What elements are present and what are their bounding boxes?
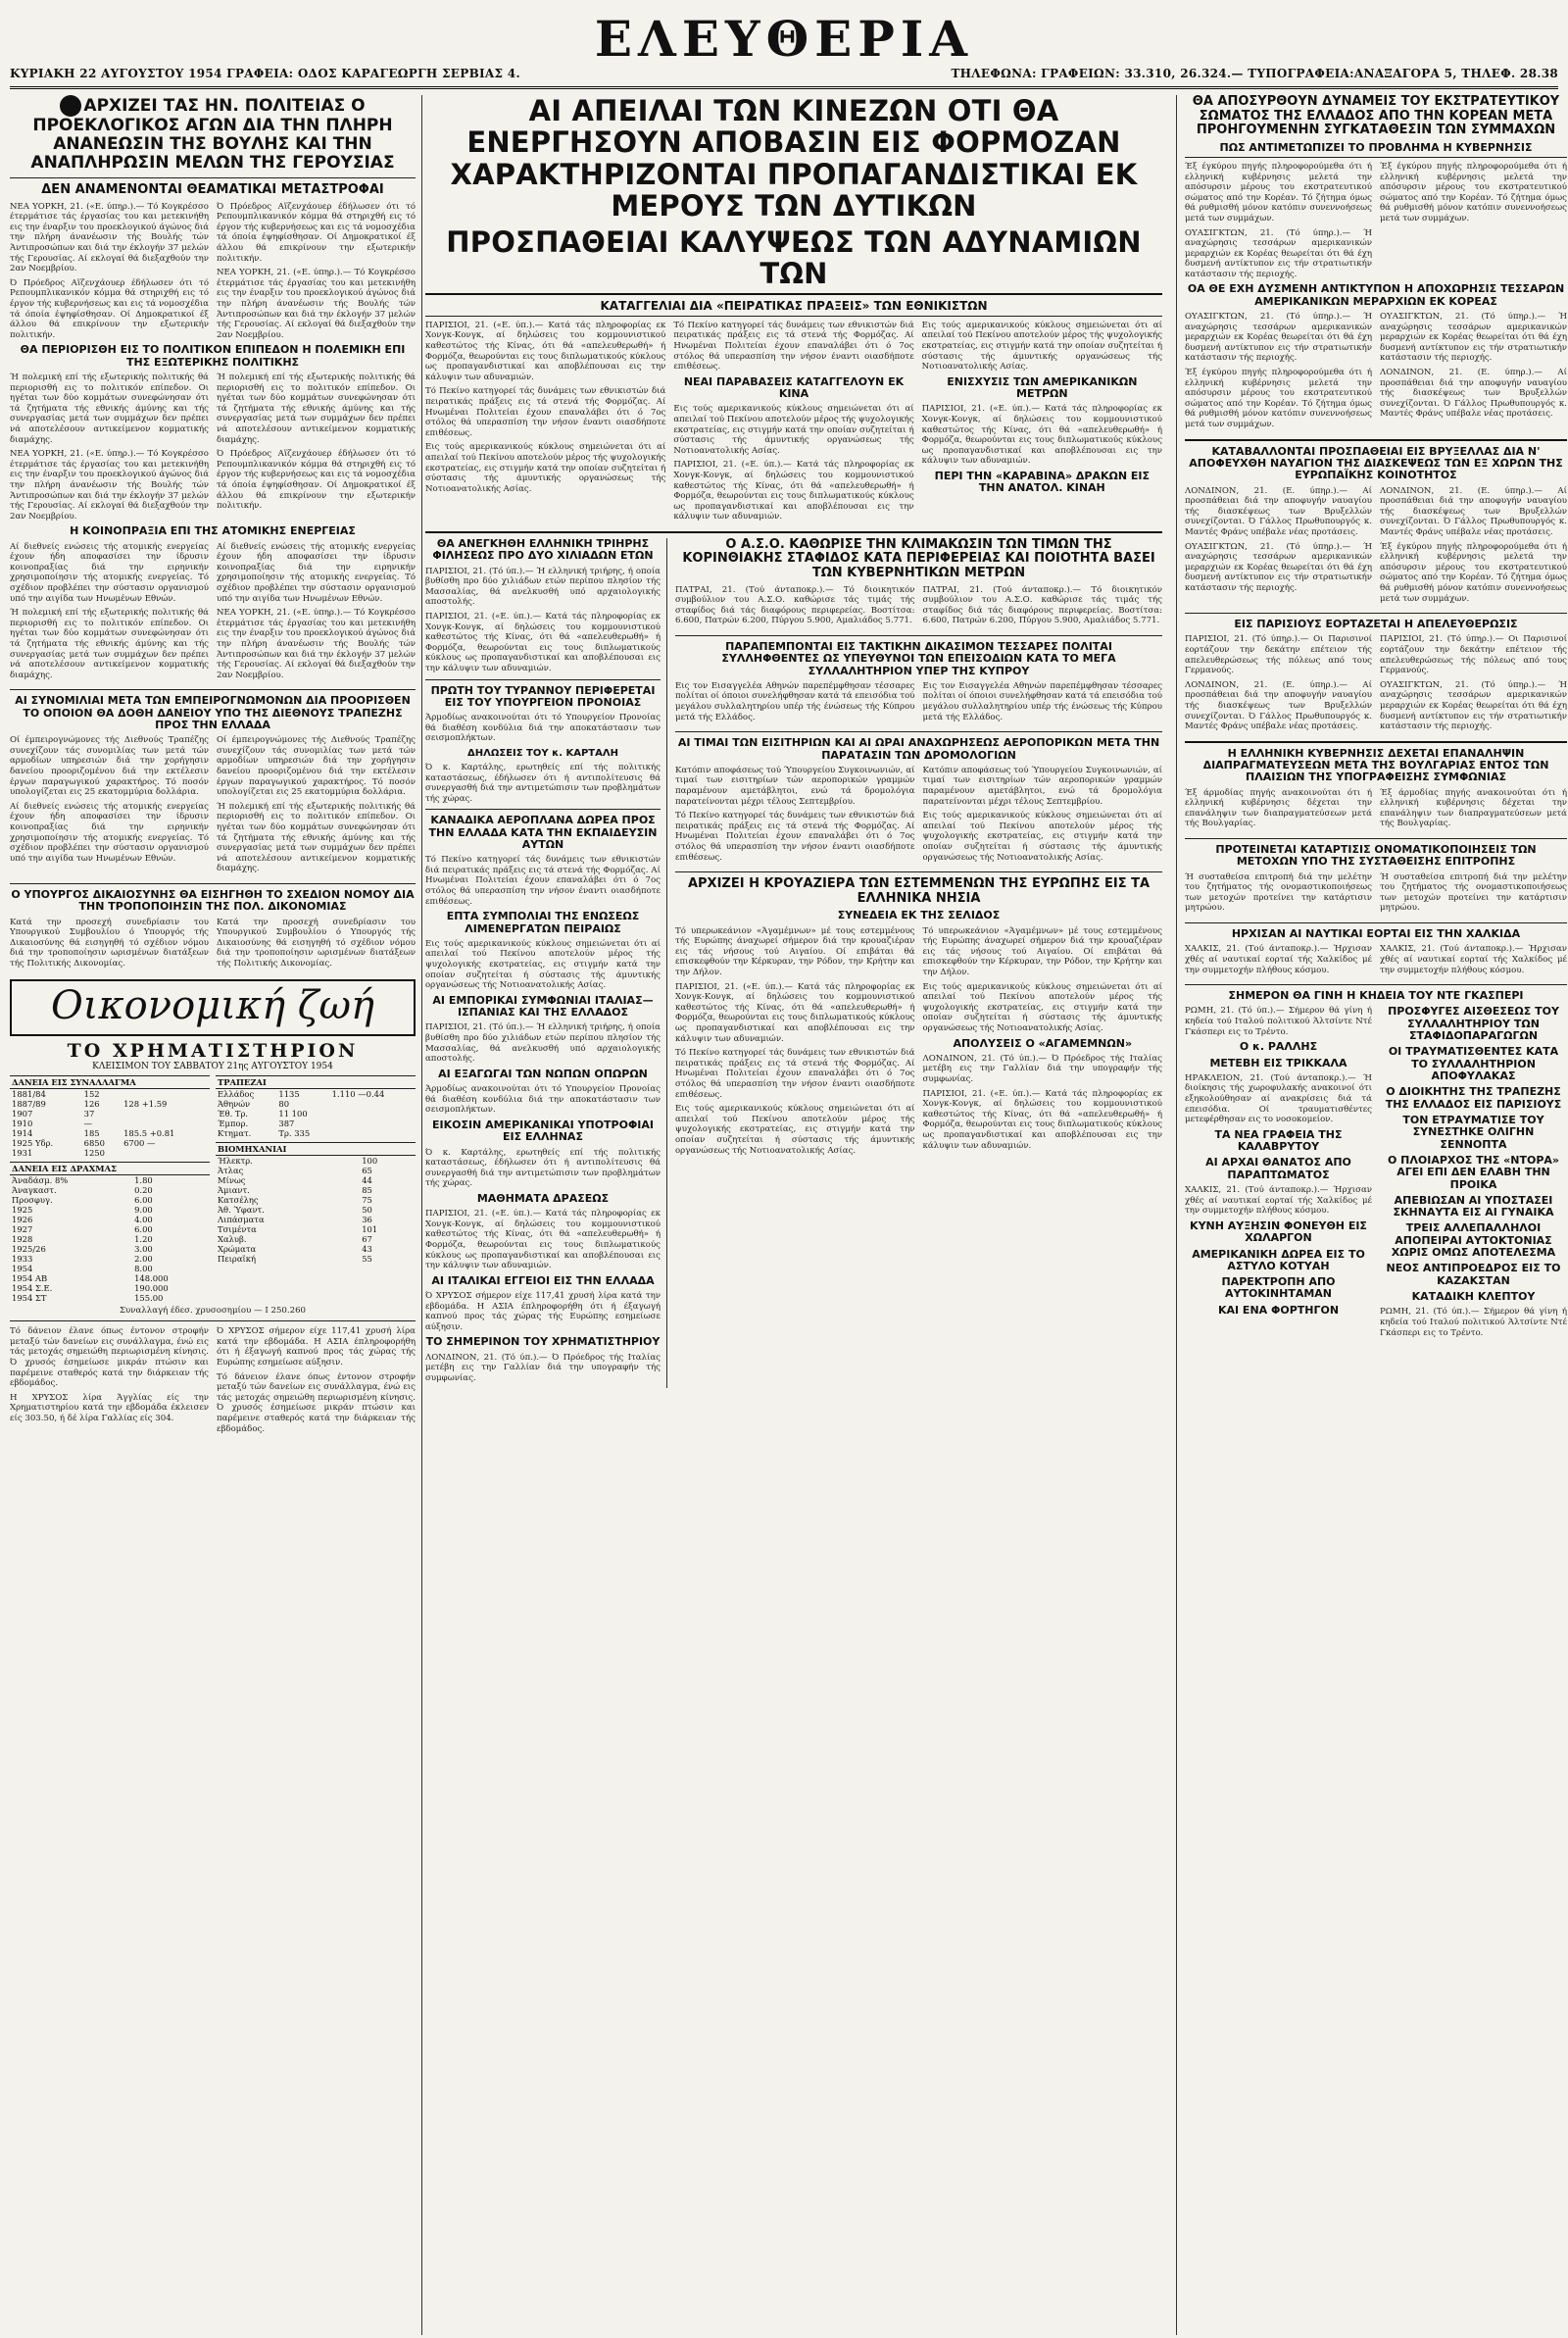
article-text: Ό ΧΡΥΣΟΣ σήμερον είχε 117,41 χρυσή λίρα κατά την εβδομάδα. Η ΑΣΙΑ έπληροφορήθη ότι ή έξαγωγή καπνού προς τάς χώρας τής Ευρώπης εσημείωσε αύξησιν. [217, 1326, 416, 1368]
table-cell: 3.00 [134, 1243, 153, 1254]
article-text: Εις τον Εισαγγελέα Αθηνών παρεπέμφθησαν τέσσαρες πολίται οί όποιοι συνελήφθησαν κατά τά επεισόδια τού μεγάλου συλλαλητηρίου υπέρ τής ένώσεως τής Κύπρου μετά τής Ελλάδος. [675, 680, 915, 722]
article-text: Έξ έγκύρου πηγής πληροφορούμεθα ότι ή ελληνική κυβέρνησις μελετά την απόσυρσιν μέρους του εκστρατευτικού σώματος από την Κορέαν. Τό ζήτημα όμως θά ρυθμισθή μόνον κατόπιν συνεννοήσεως μετά των συμμάχων. [1380, 541, 1567, 604]
table-cell [330, 1119, 416, 1128]
table-row [10, 1088, 210, 1099]
article-text: Τό Πεκίνο κατηγορεί τάς δυνάμεις των εθνικιστών διά πειρατικάς πράξεις εις τά στενά τής Φορμόζας. Αί Ηνωμέναι Πολιτείαι έχουν επαναλάβει ότι ό 7ος στόλος θά υπερασπίση την νήσον έναντι οιασδήποτε επιθέσεως. [673, 320, 914, 373]
table-cell: 126 [83, 1098, 100, 1109]
article-text: ΡΩΜΗ, 21. (Τό ύπ.).— Σήμερον θά γίνη ή κηδεία τού Ιταλού πολιτικού Άλτσίντε Ντέ Γκάσπερι εις το Τρέντο. [1185, 1006, 1372, 1037]
article-headline: ΜΑΘΗΜΑΤΑ ΔΡΑΣΕΩΣ [476, 1191, 610, 1205]
table-cell: 6.00 [134, 1194, 153, 1205]
table-cell: 1910 [12, 1118, 33, 1128]
table-cell: 100 [362, 1155, 378, 1166]
article-text: ΛΟΝΔΙΝΟΝ, 21. (Ε. ύπηρ.).— Αί προσπάθειαι διά την αποφυγήν ναυαγίου τής διασκέψεως των Βρυξελλών συνεχίζονται. Ό Γάλλος Πρωθυπουργός κ. Μαντές Φράνς υπέβαλε νέας προτάσεις. [1185, 485, 1372, 537]
main-article-body [425, 321, 1162, 526]
table-cell: 1914 [12, 1127, 33, 1138]
table-cell: 155.00 [134, 1292, 164, 1303]
article-headline: ΝΕΟΣ ΑΝΤΙΠΡΟΕΔΡΟΣ ΕΙΣ ΤΟ ΚΑΖΑΚΣΤΑΝ [1386, 1262, 1561, 1287]
table-cell: 6.00 [134, 1223, 153, 1234]
table-cell: 0.20 [134, 1184, 153, 1195]
article-headline: ΗΡΧΙΣΑΝ ΑΙ ΝΑΥΤΙΚΑΙ ΕΟΡΤΑΙ ΕΙΣ ΤΗΝ ΧΑΛΚΙΔΑ [1231, 927, 1521, 941]
article-headline: ΑΙ ΙΤΑΛΙΚΑΙ ΕΓΓΕΙΟΙ ΕΙΣ ΤΗΝ ΕΛΛΑΔΑ [431, 1273, 655, 1287]
table-cell: 1928 [12, 1233, 33, 1244]
table-cell: Τρ. 335 [278, 1127, 311, 1138]
article-text: Εις τούς αμερικανικούς κύκλους σημειώνεται ότι αί απειλαί τού Πεκίνου αποτελούν μέρος τής ψυχολογικής εκστρατείας, εις στιγμήν κατά την οποίαν συζητείται ή σύστασις τής άμυντικής οργανώσεως τής Νοτιοανατολικής Ασίας. [425, 938, 661, 991]
article-text: Εις τούς αμερικανικούς κύκλους σημειώνεται ότι αί απειλαί τού Πεκίνου αποτελούν μέρος τής ψυχολογικής εκστρατείας, εις στιγμήν κατά την οποίαν συζητείται ή σύστασις τής άμυντικής οργανώσεως τής Νοτιοανατολικής Ασίας. [922, 811, 1162, 863]
table-row [216, 1128, 416, 1138]
article-headline: Η ΚΟΙΝΟΠΡΑΞΙΑ ΕΠΙ ΤΗΣ ΑΤΟΜΙΚΗΣ ΕΝΕΡΓΕΙΑΣ [70, 524, 356, 538]
article-text: ΛΟΝΔΙΝΟΝ, 21. (Ε. ύπηρ.).— Αί προσπάθειαι διά την αποφυγήν ναυαγίου τής διασκέψεως των Βρυξελλών συνεχίζονται. Ό Γάλλος Πρωθυπουργός κ. Μαντές Φράνς υπέβαλε νέας προτάσεις. [1185, 679, 1372, 732]
table-cell: 55 [362, 1253, 372, 1264]
table-cell: 1925 Υδρ. [12, 1137, 54, 1148]
table-cell: 36 [362, 1214, 372, 1224]
table-cell: 1.110 —0.44 [331, 1088, 385, 1099]
table-row [216, 1185, 416, 1195]
table-cell: 1881/84 [12, 1088, 46, 1099]
table-cell: Άναγκαστ. [12, 1184, 57, 1195]
article-text: ΟΥΑΣΙΓΚΤΩΝ, 21. (Τό ύπηρ.).— Ή αναχώρησις τεσσάρων αμερικανικών μεραρχιών εκ Κορέας θεωρείται ότι θά έχη δυσμενή αντίκτυπον εις τήν στρατιωτικήν κατάστασιν τής περιοχής. [1380, 679, 1567, 732]
article-headline: ΚΑΙ ΕΝΑ ΦΟΡΤΗΓΟΝ [1217, 1303, 1340, 1317]
article-text: Έξ έγκύρου πηγής πληροφορούμεθα ότι ή ελληνική κυβέρνησις μελετά την απόσυρσιν μέρους του εκστρατευτικού σώματος από την Κορέαν. Τό ζήτημα όμως θά ρυθμισθή μόνον κατόπιν συνεννοήσεως μετά των συμμάχων. [1185, 368, 1372, 430]
article-text: Τό δάνειον έλανε όπως έντονον στροφήν μεταξύ τών δανείων εις συνάλλαγμα, ένώ εις τάς μετοχάς σημειώθη περιωρισμένη κίνησις. Ό χρυσός έσημείωσε μικράν πτώσιν και παρέμεινε σταθερός κατά την διάρκειαν τής εβδομάδος. [10, 1326, 209, 1389]
table-cell: 1954 [12, 1263, 33, 1273]
table-cell: 185 [83, 1127, 100, 1138]
article-text: ΛΟΝΔΙΝΟΝ, 21. (Τό ύπ.).— Ό Πρόεδρος τής Ιταλίας μετέβη εις την Γαλλίαν διά την υπογραφήν τής συμφωνίας. [922, 1053, 1162, 1085]
article-text: ΟΥΑΣΙΓΚΤΩΝ, 21. (Τό ύπηρ.).— Ή αναχώρησις τεσσάρων αμερικανικών μεραρχιών εκ Κορέας θεωρείται ότι θά έχη δυσμενή αντίκτυπον εις τήν στρατιωτικήν κατάστασιν τής περιοχής. [1380, 312, 1567, 364]
article-headline: ΠΡΩΤΗ ΤΟΥ ΤΥΡΑΝΝΟΥ ΠΕΡΙΦΕΡΕΤΑΙ ΕΙΣ ΤΟΥ ΥΠΟΥΡΓΕΙΟΝ ΠΡΟΝΟΙΑΣ [430, 683, 656, 709]
table-cell: Προσφυγ. [12, 1194, 53, 1205]
article-text: ΧΑΛΚΙΣ, 21. (Τού άνταποκρ.).— Ήρχισαν χθές αί ναυτικαί εορταί τής Χαλκίδος μέ την συμμετοχήν πλήθους κόσμου. [1185, 1185, 1372, 1217]
newspaper-title: ΕΛΕΥΘΕΡΙΑ [594, 10, 974, 68]
article-headline: ΤΟ ΣΗΜΕΡΙΝΟΝ ΤΟΥ ΧΡΗΜΑΤΙΣΤΗΡΙΟΥ [425, 1335, 661, 1349]
article-text: ΠΑΤΡΑΙ, 21. (Τού άνταποκρ.).— Τό διοικητικόν συμβούλιον του Α.Σ.Ο. καθώρισε τάς τιμάς τής σταφίδος διά τάς διαφόρους περιφερείας. Βοστίτσα: 6.600, Πατρών 6.200, Πύργου 5.900, Αμαλιάδος 5.771. [922, 584, 1162, 626]
table-row [10, 1273, 210, 1283]
article-text: ΠΑΡΙΣΙΟΙ, 21. (Τό ύπ.).— Ή ελληνική τριήρης, ή οποία βυθίσθη προ δύο χιλιάδων ετών περίπου πλησίον τής Μασσαλίας, θά ανελκυσθή υπό αρχαιολογικής αποστολής. [425, 566, 661, 608]
article-text: ΠΑΡΙΣΙΟΙ, 21. («Ε. ύπ.).— Κατά τάς πληροφορίας εκ Χονγκ-Κονγκ, αί δηλώσεις του κομμουνιστικού καθεστώτος τής Κίνας, ότι θά «απελευθερωθή» ή Φορμόζα, θεωρούνται εις τους διπλωματικούς κύκλους ως προπαγανδιστικαί και αποβλέπουσαι εις την κάλυψιν των αδυναμιών. [921, 404, 1162, 467]
table-cell: 1954 ΣΤ [12, 1292, 47, 1303]
table-cell: 9.00 [134, 1204, 153, 1215]
table-row [216, 1244, 416, 1254]
article-headline: ΜΕΤΕΒΗ ΕΙΣ ΤΡΙΚΚΑΛΑ [1209, 1056, 1348, 1070]
table-row [10, 1148, 210, 1158]
article-headline: ΕΙΚΟΣΙΝ ΑΜΕΡΙΚΑΝΙΚΑΙ ΥΠΟΤΡΟΦΙΑΙ ΕΙΣ ΕΛΛΗΝΑΣ [431, 1118, 655, 1144]
table-cell: 65 [362, 1165, 372, 1175]
article-text: ΧΑΛΚΙΣ, 21. (Τού άνταποκρ.).— Ήρχισαν χθές αί ναυτικαί εορταί τής Χαλκίδος μέ την συμμετοχήν πλήθους κόσμου. [1185, 944, 1372, 975]
article-text: Ή πολεμική επί τής εξωτερικής πολιτικής θά περιορισθή εις το πολιτικόν επίπεδον. Οι ηγέται των δύο κομμάτων συνεφώνησαν ότι τά ζητήματα τής εθνικής άμύνης και τής συνεργασίας μετά των συμμάχων δεν πρέπει νά αποτελέσουν αντικείμενον κομματικής διαμάχης. [217, 372, 416, 445]
table-cell: 50 [362, 1204, 372, 1215]
table-cell: 1954 ΑΒ [12, 1272, 48, 1283]
article-headline: ΣΗΜΕΡΟΝ ΘΑ ΓΙΝΗ Η ΚΗΔΕΙΑ ΤΟΥ ΝΤΕ ΓΚΑΣΠΕΡΙ [1228, 989, 1524, 1003]
article-headline: ΚΑΤΑΔΙΚΗ ΚΛΕΠΤΟΥ [1411, 1290, 1536, 1304]
article-headline: ΑΙ ΤΙΜΑΙ ΤΩΝ ΕΙΣΙΤΗΡΙΩΝ ΚΑΙ ΑΙ ΩΡΑΙ ΑΝΑΧΩΡΗΣΕΩΣ ΑΕΡΟΠΟΡΙΚΩΝ ΜΕΤΑ ΤΗΝ ΠΑΡΑΤΑΣΙΝ ΤΩΝ ΔΡΟΜΟΛΟΓΙΩΝ [677, 736, 1160, 762]
table-cell: 1.20 [134, 1233, 153, 1244]
table-cell: Μίνως [218, 1174, 246, 1185]
article-text: ΠΑΡΙΣΙΟΙ, 21. («Ε. ύπ.).— Κατά τάς πληροφορίας εκ Χονγκ-Κονγκ, αί δηλώσεις του κομμουνιστικού καθεστώτος τής Κίνας, ότι θά «απελευθερωθή» ή Φορμόζα, θεωρούνται εις τους διπλωματικούς κύκλους ως προπαγανδιστικαί και αποβλέπουσαι εις την κάλυψιν των αδυναμιών. [922, 1088, 1162, 1151]
masthead-date-address: ΚΥΡΙΑΚΗ 22 ΑΥΓΟΥΣΤΟΥ 1954 ΓΡΑΦΕΙΑ: ΟΔΟΣ ΚΑΡΑΓΕΩΡΓΗ ΣΕΡΒΙΑΣ 4. [10, 67, 520, 80]
table-row [216, 1119, 416, 1128]
table-cell: Ελλάδος [218, 1088, 255, 1099]
table-row [216, 1109, 416, 1119]
main-headline: ΑΙ ΑΠΕΙΛΑΙ ΤΩΝ ΚΙΝΕΖΩΝ ΟΤΙ ΘΑ ΕΝΕΡΓΗΣΟΥΝ ΑΠΟΒΑΣΙΝ ΕΙΣ ΦΟΡΜΟΖΑΝ ΧΑΡΑΚΤΗΡΙΖΟΝΤΑΙ ΠΡΟΠΑΓΑΝΔΙΣΤΙΚΑΙ ΕΚ ΜΕΡΟΥΣ ΤΩΝ ΔΥΤΙΚΩΝ [450, 95, 1138, 224]
table-row [10, 1254, 210, 1264]
table-cell: Έμπορ. [218, 1118, 249, 1128]
table-row [10, 1195, 210, 1205]
article-text: Εις τούς αμερικανικούς κύκλους σημειώνεται ότι αί απειλαί τού Πεκίνου αποτελούν μέρος τής ψυχολογικής εκστρατείας, εις στιγμήν κατά την οποίαν συζητείται ή σύστασις τής άμυντικής οργανώσεως τής Νοτιοανατολικής Ασίας. [922, 981, 1162, 1033]
bonds-drachma-table [10, 1162, 210, 1303]
table-cell: 67 [362, 1233, 372, 1244]
table-cell: 44 [362, 1174, 372, 1185]
article-text: Αί διεθνείς ενώσεις τής ατομικής ενεργείας έχουν ήδη αποφασίσει την ίδρυσιν κοινοπραξίας διά την ειρηνικήν χρησιμοποίησιν τής ατομικής ενεργείας. Τό σχέδιον προβλέπει την σύστασιν οργανισμού υπό την αιγίδα των Ηνωμένων Εθνών. [10, 801, 209, 864]
article-headline: Ο ΠΛΟΙΑΡΧΟΣ ΤΗΣ «ΝΤΟΡΑ» ΑΓΕΙ ΕΠΙ ΔΕΝ ΕΛΑΒΗ ΤΗΝ ΠΡΟΙΚΑ [1388, 1153, 1559, 1191]
article-text: Άρμοδίως ανακοινούται ότι τό Υπουργείον Προνοίας θά διαθέση κονδύλια διά την αποκατάστασιν των σεισμοπλήκτων. [425, 713, 661, 744]
table-row [10, 1215, 210, 1224]
article-text: Έξ έγκύρου πηγής πληροφορούμεθα ότι ή ελληνική κυβέρνησις μελετά την απόσυρσιν μέρους του εκστρατευτικού σώματος από την Κορέαν. Τό ζήτημα όμως θά ρυθμισθή μόνον κατόπιν συνεννοήσεως μετά των συμμάχων. [1380, 161, 1567, 224]
article-text: ΟΥΑΣΙΓΚΤΩΝ, 21. (Τό ύπηρ.).— Ή αναχώρησις τεσσάρων αμερικανικών μεραρχιών εκ Κορέας θεωρείται ότι θά έχη δυσμενή αντίκτυπον εις τήν στρατιωτικήν κατάστασιν τής περιοχής. [1185, 312, 1372, 364]
article-text: Αί διεθνείς ενώσεις τής ατομικής ενεργείας έχουν ήδη αποφασίσει την ίδρυσιν κοινοπραξίας διά την ειρηνικήν χρησιμοποίησιν τής ατομικής ενεργείας. Τό σχέδιον προβλέπει την σύστασιν οργανισμού υπό την αιγίδα των Ηνωμένων Εθνών. [10, 541, 209, 604]
table-cell: 387 [278, 1118, 295, 1128]
table-cell: Πειραϊκή [218, 1253, 257, 1264]
table-cell: 1931 [12, 1147, 33, 1158]
lead-text: ΝΕΑ ΥΟΡΚΗ, 21. («Ε. ύπηρ.).— Τό Κογκρέσσο έτερμάτισε τάς έργασίας του και μετεκινήθη εις την έναρξιν του προεκλογικού άγώνος διά την πλήρη άνανέωσιν τής Βουλής τών Άντιπροσώπων και διά την έκλογήν 37 μελών τής Γερουσίας. Αί εκλογαί θά διεξαχθούν την 2αν Νοεμβρίου. [217, 268, 416, 340]
table-row [10, 1205, 210, 1215]
article-text: Ή πολεμική επί τής εξωτερικής πολιτικής θά περιορισθή εις το πολιτικόν επίπεδον. Οι ηγέται των δύο κομμάτων συνεφώνησαν ότι τά ζητήματα τής εθνικής άμύνης και τής συνεργασίας μετά των συμμάχων δεν πρέπει νά αποτελέσουν αντικείμενον κομματικής διαμάχης. [217, 801, 416, 874]
table-cell: 80 [278, 1098, 290, 1109]
table-cell: 1907 [12, 1108, 33, 1119]
article-text: Τό Πεκίνο κατηγορεί τάς δυνάμεις των εθνικιστών διά πειρατικάς πράξεις εις τά στενά τής Φορμόζας. Αί Ηνωμέναι Πολιτείαι έχουν επαναλάβει ότι ό 7ος στόλος θά υπερασπίση την νήσον έναντι οιασδήποτε επιθέσεως. [675, 811, 915, 863]
table-row [10, 1119, 210, 1128]
article-text: ΠΑΡΙΣΙΟΙ, 21. («Ε. ύπ.).— Κατά τάς πληροφορίας εκ Χονγκ-Κονγκ, αί δηλώσεις του κομμουνιστικού καθεστώτος τής Κίνας, ότι θά «απελευθερωθή» ή Φορμόζα, θεωρούνται εις τους διπλωματικούς κύκλους ως προπαγανδιστικαί και αποβλέπουσαι εις την κάλυψιν των αδυναμιών. [425, 1209, 661, 1271]
table-cell: 1954 Σ.Ε. [12, 1282, 53, 1293]
article-text: Αί διεθνείς ενώσεις τής ατομικής ενεργείας έχουν ήδη αποφασίσει την ίδρυσιν κοινοπραξίας διά την ειρηνικήν χρησιμοποίησιν τής ατομικής ενεργείας. Τό σχέδιον προβλέπει την σύστασιν οργανισμού υπό την αιγίδα των Ηνωμένων Εθνών. [217, 541, 416, 604]
article-headline: ΘΑ ΑΠΟΣΥΡΘΟΥΝ ΔΥΝΑΜΕΙΣ ΤΟΥ ΕΚΣΤΡΑΤΕΥΤΙΚΟΥ ΣΩΜΑΤΟΣ ΤΗΣ ΕΛΛΑΔΟΣ ΑΠΟ ΤΗΝ ΚΟΡΕΑΝ ΜΕΤΑ ΠΡΟΗΓΟΥΜΕΝΗΝ ΣΥΓΚΑΤΑΘΕΣΙΝ ΤΩΝ ΣΥΜΜΑΧΩΝ [1192, 95, 1560, 138]
table-row [10, 1293, 210, 1303]
table-row [216, 1254, 416, 1264]
table-cell: Άμιαντ. [218, 1184, 250, 1195]
economy-section-title: Οικονομική ζωή [10, 979, 416, 1036]
table-cell: Κτηματ. [218, 1127, 252, 1138]
table-row [10, 1264, 210, 1273]
article-headline: ΚΑΤΑΒΑΛΛΟΝΤΑΙ ΠΡΟΣΠΑΘΕΙΑΙ ΕΙΣ ΒΡΥΞΕΛΛΑΣ ΔΙΑ Ν' ΑΠΟΦΕΥΧΘΗ ΝΑΥΑΓΙΟΝ ΤΗΣ ΔΙΑΣΚΕΨΕΩΣ ΤΩΝ ΕΞ ΧΩΡΩΝ ΤΗΣ ΕΥΡΩΠΑΪΚΗΣ ΚΟΙΝΟΤΗΤΟΣ [1189, 444, 1563, 482]
main-subheadline: ΚΑΤΑΓΓΕΛΙΑΙ ΔΙΑ «ΠΕΙΡΑΤΙΚΑΣ ΠΡΑΞΕΙΣ» ΤΩΝ ΕΘΝΙΚΙΣΤΩΝ [425, 299, 1162, 317]
article-headline: ΚΥΝΗ ΑΥΞΗΣΙΝ ΦΟΝΕΥΘΗ ΕΙΣ ΧΩΛΑΡΓΟΝ [1190, 1219, 1367, 1245]
table-cell [122, 1119, 210, 1128]
table-row [10, 1185, 210, 1195]
article-text: ΧΑΛΚΙΣ, 21. (Τού άνταποκρ.).— Ήρχισαν χθές αί ναυτικαί εορταί τής Χαλκίδος μέ την συμμετοχήν πλήθους κόσμου. [1380, 944, 1567, 975]
table-row [216, 1099, 416, 1109]
article-text: ΡΩΜΗ, 21. (Τό ύπ.).— Σήμερον θά γίνη ή κηδεία τού Ιταλού πολιτικού Άλτσίντε Ντέ Γκάσπερι εις το Τρέντο. [1380, 1307, 1567, 1338]
article-text: ΠΑΡΙΣΙΟΙ, 21. (Τό ύπηρ.).— Οι Παρισινοί εορτάζουν την δεκάτην επέτειον τής απελευθερώσεως τής πόλεως από τους Γερμανούς. [1380, 634, 1567, 676]
lead-article-body [10, 202, 416, 345]
masthead-phones: ΤΗΛΕΦΩΝΑ: ΓΡΑΦΕΙΩΝ: 33.310, 26.324.— ΤΥΠΟΓΡΑΦΕΙΑ:ΑΝΑΞΑΓΟΡΑ 5, ΤΗΛΕΦ. 28.38 [951, 67, 1558, 80]
article-text: Εις τον Εισαγγελέα Αθηνών παρεπέμφθησαν τέσσαρες πολίται οί όποιοι συνελήφθησαν κατά τά επεισόδια τού μεγάλου συλλαλητηρίου υπέρ τής ένώσεως τής Κύπρου μετά τής Ελλάδος. [922, 680, 1162, 722]
table-cell: 11 100 [278, 1108, 308, 1119]
article-text: ΠΑΡΙΣΙΟΙ, 21. («Ε. ύπ.).— Κατά τάς πληροφορίας εκ Χονγκ-Κονγκ, αί δηλώσεις του κομμουνιστικού καθεστώτος τής Κίνας, ότι θά «απελευθερωθή» ή Φορμόζα, θεωρούνται εις τους διπλωματικούς κύκλους ως προπαγανδιστικαί και αποβλέπουσαι εις την κάλυψιν των αδυναμιών. [673, 460, 914, 522]
article-headline: ΟΑ ΘΕ ΕΧΗ ΔΥΣΜΕΝΗ ΑΝΤΙΚΤΥΠΟΝ Η ΑΠΟΧΩΡΗΣΙΣ ΤΕΣΣΑΡΩΝ ΑΜΕΡΙΚΑΝΙΚΩΝ ΜΕΡΑΡΧΙΩΝ ΕΚ ΚΟΡΕΑΣ [1187, 282, 1565, 308]
table-cell [122, 1109, 210, 1119]
table-cell: 2.00 [134, 1253, 153, 1264]
table-row [216, 1224, 416, 1234]
article-headline: ΠΕΡΙ ΤΗΝ «ΚΑΡΑΒΙΝΑ» ΔΡΑΚΩΝ ΕΙΣ ΤΗΝ ΑΝΑΤΟΛ. ΚΙΝΑΗ [934, 469, 1151, 495]
stock-exchange-title: ΤΟ ΧΡΗΜΑΤΙΣΤΗΡΙΟΝ [67, 1039, 359, 1062]
article-headline: ΑΠΕΒΙΩΣΑΝ ΑΙ ΥΠΟΣΤΑΣΕΙ ΣΚΗΝΑΥΤΑ ΕΙΣ ΑΙ ΓΥΝΑΙΚΑ [1393, 1193, 1554, 1219]
table-cell: Άθ. Ύφαντ. [218, 1204, 265, 1215]
article-headline: ΘΑ ΠΕΡΙΟΡΙΣΘΗ ΕΙΣ ΤΟ ΠΟΛΙΤΙΚΟΝ ΕΠΙΠΕΔΟΝ Η ΠΟΛΕΜΙΚΗ ΕΠΙ ΤΗΣ ΕΞΩΤΕΡΙΚΗΣ ΠΟΛΙΤΙΚΗΣ [20, 343, 406, 369]
table-cell [122, 1088, 210, 1099]
article-headline: ΔΗΛΩΣΕΙΣ ΤΟΥ κ. ΚΑΡΤΑΛΗ [467, 747, 618, 759]
lead-text: Ό Πρόεδρος Αϊζενχάουερ έδήλωσεν ότι τό Ρεπουμπλικανικόν κόμμα θά στηριχθή εις τό έργον τής κυβερνήσεως και εις τά νομοσχέδια τά όποία έψηφίσθησαν. Οί Δημοκρατικοί έξ άλλου θά επικρίνουν την εξωτερικήν πολιτικήν. [217, 201, 416, 264]
article-headline: Ο ΥΠΟΥΡΓΟΣ ΔΙΚΑΙΟΣΥΝΗΣ ΘΑ ΕΙΣΗΓΗΘΗ ΤΟ ΣΧΕΔΙΟΝ ΝΟΜΟΥ ΔΙΑ ΤΗΝ ΤΡΟΠΟΠΟΙΗΣΙΝ ΤΗΣ ΠΟΛ. ΔΙΚΟΝΟΜΙΑΣ [11, 887, 415, 914]
table-row [216, 1234, 416, 1244]
column-center [425, 95, 1162, 2335]
table-cell: 148.000 [134, 1272, 169, 1283]
table-cell: 1925/26 [12, 1243, 46, 1254]
article-subheadline: ΠΩΣ ΑΝΤΙΜΕΤΩΠΙΖΕΙ ΤΟ ΠΡΟΒΛΗΜΑ Η ΚΥΒΕΡΝΗΣΙΣ [1185, 142, 1567, 158]
article-text: ΠΑΡΙΣΙΟΙ, 21. («Ε. ύπ.).— Κατά τάς πληροφορίας εκ Χονγκ-Κονγκ, αί δηλώσεις του κομμουνιστικού καθεστώτος τής Κίνας, ότι θά «απελευθερωθή» ή Φορμόζα, θεωρούνται εις τους διπλωματικούς κύκλους ως προπαγανδιστικαί και αποβλέπουσαι εις την κάλυψιν των αδυναμιών. [425, 611, 661, 673]
article-text: Έξ άρμοδίας πηγής ανακοινούται ότι ή ελληνική κυβέρνησις δέχεται την επανάληψιν των διαπραγματεύσεων μετά τής Βουλγαρίας. [1185, 787, 1372, 829]
table-row [10, 1234, 210, 1244]
article-text: ΠΑΤΡΑΙ, 21. (Τού άνταποκρ.).— Τό διοικητικόν συμβούλιον του Α.Σ.Ο. καθώρισε τάς τιμάς τής σταφίδος διά τάς διαφόρους περιφερείας. Βοστίτσα: 6.600, Πατρών 6.200, Πύργου 5.900, Αμαλιάδος 5.771. [675, 584, 915, 626]
article-text: Ό κ. Καρτάλης, ερωτηθείς επί τής πολιτικής καταστάσεως, έδήλωσεν ότι ή αντιπολίτευσις θά συνεργασθή διά την αντιμετώπισιν των προβλημάτων τής χώρας. [425, 1147, 661, 1189]
article-headline: ΑΙ ΕΜΠΟΡΙΚΑΙ ΣΥΜΦΩΝΙΑΙ ΙΤΑΛΙΑΣ—ΙΣΠΑΝΙΑΣ ΚΑΙ ΤΗΣ ΕΛΛΑΔΟΣ [432, 993, 654, 1020]
article-text: ΠΑΡΙΣΙΟΙ, 21. («Ε. ύπ.).— Κατά τάς πληροφορίας εκ Χονγκ-Κονγκ, αί δηλώσεις του κομμουνιστικού καθεστώτος τής Κίνας, ότι θά «απελευθερωθή» ή Φορμόζα, θεωρούνται εις τους διπλωματικούς κύκλους ως προπαγανδιστικαί και αποβλέπουσαι εις την κάλυψιν των αδυναμιών. [425, 320, 666, 382]
article-text: Τό Πεκίνο κατηγορεί τάς δυνάμεις των εθνικιστών διά πειρατικάς πράξεις εις τά στενά τής Φορμόζας. Αί Ηνωμέναι Πολιτείαι έχουν επαναλάβει ότι ό 7ος στόλος θά υπερασπίση την νήσον έναντι οιασδήποτε επιθέσεως. [425, 855, 661, 907]
table-header: ΤΡΑΠΕΖΑΙ [216, 1075, 416, 1088]
article-headline: ΠΑΡΑΠΕΜΠΟΝΤΑΙ ΕΙΣ ΤΑΚΤΙΚΗΝ ΔΙΚΑΣΙΜΟΝ ΤΕΣΣΑΡΕΣ ΠΟΛΙΤΑΙ ΣΥΛΛΗΦΘΕΝΤΕΣ ΩΣ ΥΠΕΥΘΥΝΟΙ ΤΩΝ ΕΠΕΙΣΟΔΙΩΝ ΚΑΤΑ ΤΟ ΜΕΓΑ ΣΥΛΛΑΛΗΤΗΡΙΟΝ ΥΠΕΡ ΤΗΣ ΚΥΠΡΟΥ [721, 639, 1116, 677]
table-cell: Χαλυβ. [218, 1233, 247, 1244]
table-cell: Έθ. Τρ. [218, 1108, 249, 1119]
article-text: ΛΟΝΔΙΝΟΝ, 21. (Ε. ύπηρ.).— Αί προσπάθειαι διά την αποφυγήν ναυαγίου τής διασκέψεως των Βρυξελλών συνεχίζονται. Ό Γάλλος Πρωθυπουργός κ. Μαντές Φράνς υπέβαλε νέας προτάσεις. [1380, 368, 1567, 420]
article-headline: ΘΑ ΑΝΕΓΚΗΘΗ ΕΛΛΗΝΙΚΗ ΤΡΙΗΡΗΣ ΦΙΛΗΣΕΩΣ ΠΡΟ ΔΥΟ ΧΙΛΙΑΔΩΝ ΕΤΩΝ [432, 536, 654, 563]
stock-exchange-subtitle: ΚΛΕΙΣΙΜΟΝ ΤΟΥ ΣΑΒΒΑΤΟΥ 21ης ΑΥΓΟΥΣΤΟΥ 1954 [92, 1061, 333, 1071]
bonds-fx-table [10, 1075, 210, 1158]
article-headline: ΤΟΝ ΕΤΡΑΥΜΑΤΙΣΕ ΤΟΥ ΣΥΝΕΣΤΗΚΕ ΟΛΙΓΗΝ ΣΕΝΝΟΠΤΑ [1402, 1113, 1544, 1151]
table-cell: Άθηνών [218, 1098, 251, 1109]
article-headline: Ο Α.Σ.Ο. ΚΑΘΩΡΙΣΕ ΤΗΝ ΚΛΙΜΑΚΩΣΙΝ ΤΩΝ ΤΙΜΩΝ ΤΗΣ ΚΟΡΙΝΘΙΑΚΗΣ ΣΤΑΦΙΔΟΣ ΚΑΤΑ ΠΕΡΙΦΕΡΕΙΑΣ ΚΑΙ ΠΟΙΟΤΗΤΑ ΒΑΣΕΙ ΤΩΝ ΚΥΒΕΡΝΗΤΙΚΩΝ ΜΕΤΡΩΝ [682, 536, 1155, 581]
article-headline: Ο ΔΙΟΙΚΗΤΗΣ ΤΗΣ ΤΡΑΠΕΖΗΣ ΤΗΣ ΕΛΛΑΔΟΣ ΕΙΣ ΠΑΡΙΣΙΟΥΣ [1385, 1085, 1562, 1111]
table-cell: 8.00 [134, 1263, 153, 1273]
table-cell: Κατσέλης [218, 1194, 259, 1205]
table-row [10, 1138, 210, 1148]
table-cell: 37 [83, 1108, 95, 1119]
table-cell: Χρώματα [218, 1243, 257, 1254]
article-text: Έξ έγκύρου πηγής πληροφορούμεθα ότι ή ελληνική κυβέρνησις μελετά την απόσυρσιν μέρους του εκστρατευτικού σώματος από την Κορέαν. Τό ζήτημα όμως θά ρυθμισθή μόνον κατόπιν συνεννοήσεως μετά των συμμάχων. [1185, 161, 1372, 224]
closing-line: Συναλλαγή έδεσ. χρυσοσημίου — Ι 250.260 [119, 1305, 307, 1316]
table-cell: 128 +1.59 [123, 1098, 168, 1109]
article-text: Ή συσταθείσα επιτροπή διά την μελέτην του ζητήματος τής ονομαστικοποιήσεως των μετοχών προτείνει την κατάρτισιν μητρώου. [1185, 871, 1372, 914]
article-headline: ΝΕΑΙ ΠΑΡΑΒΑΣΕΙΣ ΚΑΤΑΓΓΕΛΟΥΝ ΕΚ ΚΙΝΑ [683, 374, 905, 401]
lead-text: ΝΕΑ ΥΟΡΚΗ, 21. («Ε. ύπηρ.).— Τό Κογκρέσσο έτερμάτισε τάς έργασίας του και μετεκινήθη εις την έναρξιν του προεκλογικού άγώνος διά την πλήρη άνανέωσιν τής Βουλής τών Άντιπροσώπων και διά την έκλογήν 37 μελών τής Γερουσίας. Αί εκλογαί θά διεξαχθούν την 2αν Νοεμβρίου. [10, 201, 209, 274]
table-cell: Τσιμέντα [218, 1223, 257, 1234]
article-headline: ΑΠΟΛΥΣΕΙΣ Ο «ΑΓΑΜΕΜΝΩΝ» [953, 1036, 1133, 1050]
article-text: Τό Πεκίνο κατηγορεί τάς δυνάμεις των εθνικιστών διά πειρατικάς πράξεις εις τά στενά τής Φορμόζας. Αί Ηνωμέναι Πολιτείαι έχουν επαναλάβει ότι ό 7ος στόλος θά υπερασπίση την νήσον έναντι οιασδήποτε επιθέσεως. [675, 1048, 915, 1100]
article-headline: ΤΑ ΝΕΑ ΓΡΑΦΕΙΑ ΤΗΣ ΚΑΛΑΒΡΥΤΟΥ [1214, 1127, 1343, 1154]
table-cell: Ήλεκτρ. [218, 1155, 253, 1166]
article-text: Τό υπερωκεάνιον «Άγαμέμνων» μέ τους εστεμμένους τής Ευρώπης άναχωρεί σήμερον διά την κρουαζιέραν εις τάς νήσους τού Αιγαίου. Οί επιβάται θά επισκεφθούν την Κέρκυραν, την Ρόδον, την Κρήτην και την Δήλον. [675, 925, 915, 978]
table-cell: 75 [362, 1194, 372, 1205]
article-headline: Ο κ. ΡΑΛΛΗΣ [1239, 1040, 1318, 1054]
table-cell: 1887/89 [12, 1098, 46, 1109]
columns-grid [10, 95, 1567, 2335]
table-row [10, 1224, 210, 1234]
article-text: ΠΑΡΙΣΙΟΙ, 21. (Τό ύπηρ.).— Οι Παρισινοί εορτάζουν την δεκάτην επέτειον τής απελευθερώσεως τής πόλεως από τους Γερμανούς. [1185, 634, 1372, 676]
table-header: ΒΙΟΜΗΧΑΝΙΑΙ [216, 1142, 416, 1155]
article-text: Τό δάνειον έλανε όπως έντονον στροφήν μεταξύ τών δανείων εις συνάλλαγμα, ένώ εις τάς μετοχάς σημειώθη περιωρισμένη κίνησις. Ό χρυσός έσημείωσε μικράν πτώσιν και παρέμεινε σταθερός κατά την διάρκειαν τής εβδομάδος. [217, 1371, 416, 1434]
article-text: Κατά την προσεχή συνεδρίασιν του Υπουργικού Συμβουλίου ό Υπουργός τής Δικαιοσύνης θά εισηγηθή τό σχέδιον νόμου διά την τροποποίησιν ωρισμένων διατάξεων τής Πολιτικής Δικονομίας. [217, 917, 416, 969]
article-headline: Η ΕΛΛΗΝΙΚΗ ΚΥΒΕΡΝΗΣΙΣ ΔΕΧΕΤΑΙ ΕΠΑΝΑΛΗΨΙΝ ΔΙΑΠΡΑΓΜΑΤΕΥΣΕΩΝ ΜΕΤΑ ΤΗΣ ΒΟΥΛΓΑΡΙΑΣ ΕΝΤΟΣ ΤΩΝ ΠΛΑΙΣΙΩΝ ΤΗΣ ΥΠΟΓΡΑΦΕΙΣΗΣ ΣΥΜΦΩΝΙΑΣ [1202, 746, 1549, 784]
table-row [10, 1174, 210, 1185]
table-row [10, 1099, 210, 1109]
article-subheadline: ΣΥΝΕΔΕΙΑ ΕΚ ΤΗΣ ΣΕΛΙΔΟΣ [837, 909, 1001, 922]
article-text: Έξ άρμοδίας πηγής ανακοινούται ότι ή ελληνική κυβέρνησις δέχεται την επανάληψιν των διαπραγματεύσεων μετά τής Βουλγαρίας. [1380, 787, 1567, 829]
article-text: Κατόπιν αποφάσεως τού Ύπουργείου Συγκοινωνιών, αί τιμαί των εισιτηρίων τών αεροπορικών γραμμών παραμένουν αμετάβλητοι, ενώ τά δρομολόγια παρατείνονται μέχρι τέλους Σεπτεμβρίου. [675, 765, 915, 807]
article-headline: ΑΙ ΣΥΝΟΜΙΛΙΑΙ ΜΕΤΑ ΤΩΝ ΕΜΠΕΙΡΟΓΝΩΜΟΝΩΝ ΔΙΑ ΠΡΟΟΡΙΣΘΕΝ ΤΟ ΟΠΟΙΟΝ ΘΑ ΔΟΘΗ ΔΑΝΕΙΟΥ ΥΠΟ ΤΗΣ ΔΙΕΘΝΟΥΣ ΤΡΑΠΕΖΗΣ ΠΡΟΣ ΤΗΝ ΕΛΛΑΔΑ [15, 694, 411, 731]
table-cell: 152 [83, 1088, 100, 1099]
article-text: Η ΧΡΥΣΟΣ λίρα Άγγλίας είς την Χρηματιστηρίου κατά την εβδομάδα έκλεισεν είς 303.50, ή δέ λίρα Γαλλίας είς 304. [10, 1392, 209, 1423]
table-row [10, 1128, 210, 1138]
table-row [216, 1215, 416, 1224]
lead-subheadline: ΔΕΝ ΑΝΑΜΕΝΟΝΤΑΙ ΘΕΑΜΑΤΙΚΑΙ ΜΕΤΑΣΤΡΟΦΑΙ [41, 182, 384, 198]
table-cell: Άτλας [218, 1165, 244, 1175]
table-cell: 43 [362, 1243, 372, 1254]
table-cell [330, 1109, 416, 1119]
article-headline: ΠΑΡΕΚΤΡΟΠΗ ΑΠΟ ΑΥΤΟΚΙΝΗΤΑΜΑΝ [1221, 1275, 1336, 1301]
table-row [216, 1195, 416, 1205]
table-cell: 4.00 [134, 1214, 153, 1224]
article-headline: ΑΡΧΙΖΕΙ Η ΚΡΟΥΑΖΙΕΡΑ ΤΩΝ ΕΣΤΕΜΜΕΝΩΝ ΤΗΣ ΕΥΡΩΠΗΣ ΕΙΣ ΤΑ ΕΛΛΗΝΙΚΑ ΝΗΣΙΑ [687, 876, 1151, 906]
table-cell: 85 [362, 1184, 372, 1195]
article-text: ΝΕΑ ΥΟΡΚΗ, 21. («Ε. ύπηρ.).— Τό Κογκρέσσο έτερμάτισε τάς έργασίας του και μετεκινήθη εις την έναρξιν του προεκλογικού άγώνος διά την πλήρη άνανέωσιν τής Βουλής τών Άντιπροσώπων και διά την έκλογήν 37 μελών τής Γερουσίας. Αί εκλογαί θά διεξαχθούν την 2αν Νοεμβρίου. [10, 449, 209, 522]
article-text: ΗΡΑΚΛΕΙΟΝ, 21. (Τού άνταποκρ.).— Ή διοίκησις τής χωροφυλακής ανακοινοί ότι εξηκολούθησαν αί ανακρίσεις διά τά επεισόδια. Οί τραυματισθέντες μετεφέρθησαν εις το νοσοκομείον. [1185, 1072, 1372, 1125]
article-text: ΛΟΝΔΙΝΟΝ, 21. (Τό ύπ.).— Ό Πρόεδρος τής Ιταλίας μετέβη εις την Γαλλίαν διά την υπογραφήν τής συμφωνίας. [425, 1352, 661, 1383]
table-cell: 1250 [83, 1147, 105, 1158]
article-text: Εις τούς αμερικανικούς κύκλους σημειώνεται ότι αί απειλαί τού Πεκίνου αποτελούν μέρος τής ψυχολογικής εκστρατείας, εις στιγμήν κατά την οποίαν συζητείται ή σύστασις τής άμυντικής οργανώσεως τής Νοτιοανατολικής Ασίας. [921, 320, 1162, 373]
ink-blot-icon [60, 95, 81, 117]
article-headline: ΕΝΙΣΧΥΣΙΣ ΤΩΝ ΑΜΕΡΙΚΑΝΙΚΩΝ ΜΕΤΡΩΝ [947, 374, 1138, 401]
article-headline: ΚΑΝΑΔΙΚΑ ΑΕΡΟΠΛΑΝΑ ΔΩΡΕΑ ΠΡΟΣ ΤΗΝ ΕΛΛΑΔΑ ΚΑΤΑ ΤΗΝ ΕΚΠΑΙΔΕΥΣΙΝ ΑΥΤΩΝ [428, 814, 658, 851]
article-text: Εις τούς αμερικανικούς κύκλους σημειώνεται ότι αί απειλαί τού Πεκίνου αποτελούν μέρος τής ψυχολογικής εκστρατείας, εις στιγμήν κατά την οποίαν συζητείται ή σύστασις τής άμυντικής οργανώσεως τής Νοτιοανατολικής Ασίας. [675, 1104, 915, 1156]
table-cell: 6850 [83, 1137, 105, 1148]
table-cell: 185.5 +0.81 [123, 1127, 175, 1138]
table-row [10, 1109, 210, 1119]
article-text: Ό κ. Καρτάλης, ερωτηθείς επί τής πολιτικής καταστάσεως, έδήλωσεν ότι ή αντιπολίτευσις θά συνεργασθή διά την αντιμετώπισιν των προβλημάτων τής χώρας. [425, 762, 661, 804]
article-text: ΛΟΝΔΙΝΟΝ, 21. (Ε. ύπηρ.).— Αί προσπάθειαι διά την αποφυγήν ναυαγίου τής διασκέψεως των Βρυξελλών συνεχίζονται. Ό Γάλλος Πρωθυπουργός κ. Μαντές Φράνς υπέβαλε νέας προτάσεις. [1380, 485, 1567, 537]
table-cell: Άναδάσμ. 8% [12, 1174, 69, 1185]
article-headline: ΕΙΣ ΠΑΡΙΣΙΟΥΣ ΕΟΡΤΑΖΕΤΑΙ Η ΑΠΕΛΕΥΘΕΡΩΣΙΣ [1234, 618, 1518, 631]
table-cell: 6700 — [123, 1137, 156, 1148]
table-header: ΔΑΝΕΙΑ ΕΙΣ ΔΡΑΧΜΑΣ [10, 1162, 210, 1174]
masthead [10, 6, 1558, 89]
market-tables [10, 1075, 416, 1303]
table-row [10, 1283, 210, 1293]
article-text: Εις τούς αμερικανικούς κύκλους σημειώνεται ότι αί απειλαί τού Πεκίνου αποτελούν μέρος τής ψυχολογικής εκστρατείας, εις στιγμήν κατά την οποίαν συζητείται ή σύστασις τής άμυντικής οργανώσεως τής Νοτιοανατολικής Ασίας. [673, 404, 914, 456]
table-cell: 1925 [12, 1204, 33, 1215]
article-headline: ΑΙ ΑΡΧΑΙ ΘΑΝΑΤΟΣ ΑΠΟ ΠΑΡΑΠΤΩΜΑΤΟΣ [1205, 1156, 1351, 1181]
article-text: Ή συσταθείσα επιτροπή διά την μελέτην του ζητήματος τής ονομαστικοποιήσεως των μετοχών προτείνει την κατάρτισιν μητρώου. [1380, 871, 1567, 914]
article-text: Ή πολεμική επί τής εξωτερικής πολιτικής θά περιορισθή εις το πολιτικόν επίπεδον. Οι ηγέται των δύο κομμάτων συνεφώνησαν ότι τά ζητήματα τής εθνικής άμύνης και τής συνεργασίας μετά των συμμάχων δεν πρέπει νά αποτελέσουν αντικείμενον κομματικής διαμάχης. [10, 608, 209, 680]
article-headline: ΠΡΟΣΦΥΓΕΣ ΑΙΣΘΕΣΕΩΣ ΤΟΥ ΣΥΛΛΑΛΗΤΗΡΙΟΥ ΤΩΝ ΣΤΑΦΙΔΟΠΑΡΑΓΩΓΩΝ [1388, 1005, 1559, 1043]
table-cell [330, 1099, 416, 1109]
table-cell: Λιπάσματα [218, 1214, 265, 1224]
main-headline-2: ΠΡΟΣΠΑΘΕΙΑΙ ΚΑΛΥΨΕΩΣ ΤΩΝ ΑΔΥΝΑΜΙΩΝ ΤΩΝ [425, 226, 1162, 295]
article-text: ΟΥΑΣΙΓΚΤΩΝ, 21. (Τό ύπηρ.).— Ή αναχώρησις τεσσάρων αμερικανικών μεραρχιών εκ Κορέας θεωρείται ότι θά έχη δυσμενή αντίκτυπον εις τήν στρατιωτικήν κατάστασιν τής περιοχής. [1185, 227, 1372, 279]
table-cell: 1933 [12, 1253, 33, 1264]
lead-text: Ό Πρόεδρος Αϊζενχάουερ έδήλωσεν ότι τό Ρεπουμπλικανικόν κόμμα θά στηριχθή εις τό έργον τής κυβερνήσεως και εις τά νομοσχέδια τά όποία έψηφίσθησαν. Οί Δημοκρατικοί έξ άλλου θά επικρίνουν την εξωτερικήν πολιτικήν. [10, 277, 209, 340]
article-text: ΝΕΑ ΥΟΡΚΗ, 21. («Ε. ύπηρ.).— Τό Κογκρέσσο έτερμάτισε τάς έργασίας του και μετεκινήθη εις την έναρξιν του προεκλογικού άγώνος διά την πλήρη άνανέωσιν τής Βουλής τών Άντιπροσώπων και διά την έκλογήν 37 μελών τής Γερουσίας. Αί εκλογαί θά διεξαχθούν την 2αν Νοεμβρίου. [217, 608, 416, 680]
table-cell: — [83, 1118, 93, 1128]
table-cell [122, 1148, 210, 1158]
article-headline: ΠΡΟΤΕΙΝΕΤΑΙ ΚΑΤΑΡΤΙΣΙΣ ΟΝΟΜΑΤΙΚΟΠΟΙΗΣΕΙΣ ΤΩΝ ΜΕΤΟΧΩΝ ΥΠΟ ΤΗΣ ΣΥΣΤΑΘΕΙΣΗΣ ΕΠΙΤΡΟΠΗΣ [1215, 843, 1537, 869]
article-headline: ΑΜΕΡΙΚΑΝΙΚΗ ΔΩΡΕΑ ΕΙΣ ΤΟ ΑΣΤΥΛΟ ΚΟΤΥΑΗ [1192, 1247, 1365, 1272]
lead-headline: ΑΡΧΙΖΕΙ ΤΑΣ ΗΝ. ΠΟΛΙΤΕΙΑΣ Ο ΠΡΟΕΚΛΟΓΙΚΟΣ ΑΓΩΝ ΔΙΑ ΤΗΝ ΠΛΗΡΗ ΑΝΑΝΕΩΣΙΝ ΤΗΣ ΒΟΥΛΗΣ ΚΑΙ ΤΗΝ ΑΝΑΠΛΗΡΩΣΙΝ ΜΕΛΩΝ ΤΗΣ ΓΕΡΟΥΣΙΑΣ [30, 96, 395, 174]
article-text: Οί έμπειρογνώμονες τής Διεθνούς Τραπέζης συνεχίζουν τάς συνομιλίας των μετά τών αρμοδίων υπηρεσιών διά την χορήγησιν δανείου προοριζομένου διά την εκτέλεσιν έργων παραγωγικού χαρακτήρος. Τό ποσόν υπολογίζεται εις 25 εκατομμύρια δολλάρια. [10, 735, 209, 798]
table-cell: 1135 [278, 1088, 300, 1099]
article-text: Τό υπερωκεάνιον «Άγαμέμνων» μέ τους εστεμμένους τής Ευρώπης άναχωρεί σήμερον διά την κρουαζιέραν εις τάς νήσους τού Αιγαίου. Οί επιβάται θά επισκεφθούν την Κέρκυραν, την Ρόδον, την Κρήτην και την Δήλον. [922, 925, 1162, 978]
table-row [216, 1088, 416, 1099]
article-text: Ό ΧΡΥΣΟΣ σήμερον είχε 117,41 χρυσή λίρα κατά την εβδομάδα. Η ΑΣΙΑ έπληροφορήθη ότι ή έξαγωγή καπνού προς τάς χώρας τής Ευρώπης εσημείωσε αύξησιν. [425, 1291, 661, 1332]
article-text: Οί έμπειρογνώμονες τής Διεθνούς Τραπέζης συνεχίζουν τάς συνομιλίας των μετά τών αρμοδίων υπηρεσιών διά την χορήγησιν δανείου προοριζομένου διά την εκτέλεσιν έργων παραγωγικού χαρακτήρος. Τό ποσόν υπολογίζεται εις 25 εκατομμύρια δολλάρια. [217, 735, 416, 798]
article-headline: ΟΙ ΤΡΑΥΜΑΤΙΣΘΕΝΤΕΣ ΚΑΤΑ ΤΟ ΣΥΛΛΑΛΗΤΗΡΙΟΝ ΑΠΟΦΥΛΑΚΑΣ [1388, 1045, 1559, 1083]
column-right [1176, 95, 1567, 2335]
article-text: Ό Πρόεδρος Αϊζενχάουερ έδήλωσεν ότι τό Ρεπουμπλικανικόν κόμμα θά στηριχθή εις τό έργον τής κυβερνήσεως και εις τά νομοσχέδια τά όποία έψηφίσθησαν. Οί Δημοκρατικοί έξ άλλου θά επικρίνουν την εξωτερικήν πολιτικήν. [217, 449, 416, 512]
table-row [216, 1166, 416, 1175]
article-text: Κατόπιν αποφάσεως τού Ύπουργείου Συγκοινωνιών, αί τιμαί των εισιτηρίων τών αεροπορικών γραμμών παραμένουν αμετάβλητοι, ενώ τά δρομολόγια παρατείνονται μέχρι τέλους Σεπτεμβρίου. [922, 765, 1162, 807]
table-row [216, 1175, 416, 1185]
article-text: ΟΥΑΣΙΓΚΤΩΝ, 21. (Τό ύπηρ.).— Ή αναχώρησις τεσσάρων αμερικανικών μεραρχιών εκ Κορέας θεωρείται ότι θά έχη δυσμενή αντίκτυπον εις τήν στρατιωτικήν κατάστασιν τής περιοχής. [1185, 541, 1372, 593]
article-headline: ΑΙ ΕΞΑΓΩΓΑΙ ΤΩΝ ΝΩΠΩΝ ΟΠΩΡΩΝ [438, 1067, 648, 1080]
article-text: ΠΑΡΙΣΙΟΙ, 21. («Ε. ύπ.).— Κατά τάς πληροφορίας εκ Χονγκ-Κονγκ, αί δηλώσεις του κομμουνιστικού καθεστώτος τής Κίνας, ότι θά «απελευθερωθή» ή Φορμόζα, θεωρούνται εις τους διπλωματικούς κύκλους ως προπαγανδιστικαί και αποβλέπουσαι εις την κάλυψιν των αδυναμιών. [675, 981, 915, 1044]
article-headline: ΕΠΤΑ ΣΥΜΠΟΛΙΑΙ ΤΗΣ ΕΝΩΣΕΩΣ ΛΙΜΕΝΕΡΓΑΤΩΝ ΠΕΙΡΑΙΩΣ [446, 910, 640, 935]
banks-table [216, 1075, 416, 1138]
table-header: ΔΑΝΕΙΑ ΕΙΣ ΣΥΝΑΛΛΑΓΜΑ [10, 1075, 210, 1088]
column-left [10, 95, 422, 2335]
article-text: ΠΑΡΙΣΙΟΙ, 21. (Τό ύπ.).— Ή ελληνική τριήρης, ή οποία βυθίσθη προ δύο χιλιάδων ετών περίπου πλησίον τής Μασσαλίας, θά ανελκυσθή υπό αρχαιολογικής αποστολής. [425, 1022, 661, 1065]
table-cell: 101 [362, 1223, 378, 1234]
article-text: Εις τούς αμερικανικούς κύκλους σημειώνεται ότι αί απειλαί τού Πεκίνου αποτελούν μέρος τής ψυχολογικής εκστρατείας, εις στιγμήν κατά την οποίαν συζητείται ή σύστασις τής άμυντικής οργανώσεως τής Νοτιοανατολικής Ασίας. [425, 442, 666, 494]
article-text: Τό Πεκίνο κατηγορεί τάς δυνάμεις των εθνικιστών διά πειρατικάς πράξεις εις τά στενά τής Φορμόζας. Αί Ηνωμέναι Πολιτείαι έχουν επαναλάβει ότι ό 7ος στόλος θά υπερασπίση την νήσον έναντι οιασδήποτε επιθέσεως. [425, 386, 666, 438]
article-text: Άρμοδίως ανακοινούται ότι τό Υπουργείον Προνοίας θά διαθέση κονδύλια διά την αποκατάστασιν των σεισμοπλήκτων. [425, 1084, 661, 1116]
industries-table [216, 1142, 416, 1264]
table-cell: 1926 [12, 1214, 33, 1224]
table-row [216, 1155, 416, 1166]
table-cell: 1927 [12, 1223, 33, 1234]
table-cell: 1.80 [134, 1174, 153, 1185]
table-row [216, 1205, 416, 1215]
article-headline: ΤΡΕΙΣ ΑΛΛΕΠΑΛΛΗΛΟΙ ΑΠΟΠΕΙΡΑΙ ΑΥΤΟΚΤΟΝΙΑΣ ΧΩΡΙΣ ΟΜΩΣ ΑΠΟΤΕΛΕΣΜΑ [1391, 1221, 1556, 1260]
table-row [10, 1244, 210, 1254]
article-text: Κατά την προσεχή συνεδρίασιν του Υπουργικού Συμβουλίου ό Υπουργός τής Δικαιοσύνης θά εισηγηθή τό σχέδιον νόμου διά την τροποποίησιν ωρισμένων διατάξεων τής Πολιτικής Δικονομίας. [10, 917, 209, 969]
table-cell [330, 1128, 416, 1138]
article-text: Ή πολεμική επί τής εξωτερικής πολιτικής θά περιορισθή εις το πολιτικόν επίπεδον. Οι ηγέται των δύο κομμάτων συνεφώνησαν ότι τά ζητήματα τής εθνικής άμύνης και τής συνεργασίας μετά των συμμάχων δεν πρέπει νά αποτελέσουν αντικείμενον κομματικής διαμάχης. [10, 372, 209, 445]
table-cell: 190.000 [134, 1282, 169, 1293]
